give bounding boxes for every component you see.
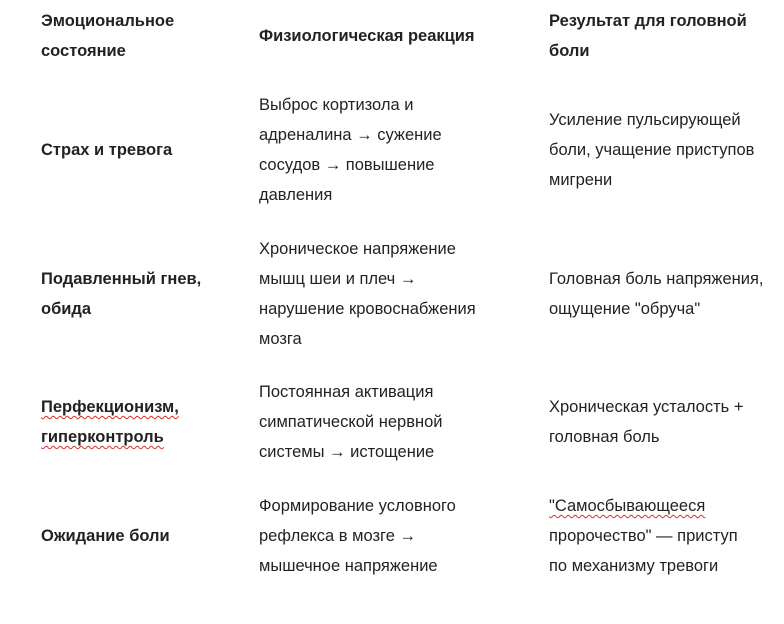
row-1-result: Усиление пульсирующей боли, учащение приступов мигрени (549, 111, 755, 189)
row-3-state (41, 392, 241, 452)
row-4-result-part2: пророчество" — приступ по механизму тревоги (549, 527, 738, 575)
row-4-reaction: Формирование условного рефлекса в мозге → мышечное напряжение (259, 497, 456, 575)
row-4-state: Ожидание боли (41, 527, 170, 545)
row-3-state-line2: гиперконтроль (41, 428, 164, 446)
header-physiological-reaction: Физиологическая реакция (259, 27, 475, 45)
row-4-result (549, 491, 784, 581)
row-2-reaction: Хроническое напряжение мышц шеи и плеч → нарушение кровоснабжения мозга (259, 240, 476, 348)
row-3-reaction: Постоянная активация симпатической нервной системы → истощение (259, 383, 443, 461)
row-4-result-part1: "Самосбывающееся (549, 497, 706, 515)
row-1-state: Страх и тревога (41, 141, 173, 159)
row-2-state: Подавленный гнев, обида (41, 270, 202, 318)
row-2-result: Головная боль напряжения, ощущение "обруча" (549, 270, 764, 318)
row-3-state-line1: Перфекционизм, (41, 398, 179, 416)
header-headache-result: Результат для головной боли (549, 12, 747, 60)
row-1-reaction: Выброс кортизола и адреналина → сужение сосудов → повышение давления (259, 96, 442, 204)
header-emotional-state: Эмоциональное состояние (41, 12, 175, 60)
row-3-result: Хроническая усталость + головная боль (549, 398, 744, 446)
